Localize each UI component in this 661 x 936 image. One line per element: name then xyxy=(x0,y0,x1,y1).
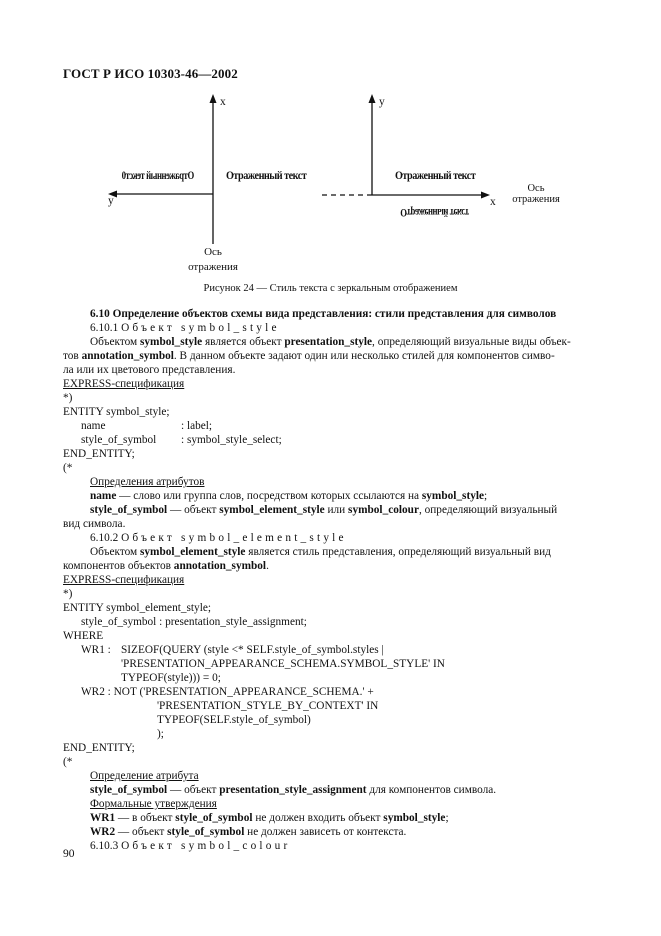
paragraph-line: вид символа. xyxy=(63,518,126,530)
right-flipped-text: Отраженный текст xyxy=(400,206,469,220)
right-vertical-arrow xyxy=(369,94,376,103)
standard-header: ГОСТ Р ИСО 10303-46—2002 xyxy=(63,66,238,81)
page-number: 90 xyxy=(63,848,75,860)
code-line: WR2 : NOT ('PRESENTATION_APPEARANCE_SCHEMA.' + xyxy=(81,686,374,698)
code-line: 'PRESENTATION_STYLE_BY_CONTEXT' IN xyxy=(157,700,379,712)
attribute-definitions-heading: Определения атрибутов xyxy=(90,476,205,488)
code-line: *) xyxy=(63,588,73,600)
left-mirrored-text: Отраженный текст0 xyxy=(122,168,195,182)
code-line: END_ENTITY; xyxy=(63,742,135,754)
paragraph-line: style_of_symbol — объект symbol_element_style или symbol_colour, определяющий визуальный xyxy=(90,504,558,516)
figure-mirrored-text xyxy=(100,92,570,282)
paragraph-line: name — слово или группа слов, посредством которых ссылаются на symbol_style; xyxy=(90,490,488,502)
code-line: (* xyxy=(63,462,73,474)
code-line: (* xyxy=(63,756,73,768)
subsection-6-10-2: 6.10.2 Объект symbol_element_style xyxy=(90,532,347,544)
left-x-axis-label: x xyxy=(220,96,226,108)
paragraph-line: тов annotation_symbol. В данном объекте задают один или несколько стилей для компонентов симво- xyxy=(63,350,555,362)
code-line: WR1 : SIZEOF(QUERY (style <* SELF.style_of_symbol.styles | xyxy=(81,644,384,656)
paragraph-line: style_of_symbol — объект presentation_style_assignment для компонентов символа. xyxy=(90,784,497,796)
right-reflected-text: Отраженный текст xyxy=(395,168,476,182)
code-line: WHERE xyxy=(63,630,104,642)
paragraph-line: ла или их цветового представления. xyxy=(63,364,236,376)
left-reflection-axis-label: Ось отражения xyxy=(188,246,238,273)
left-vertical-arrow xyxy=(210,94,217,103)
code-line: 'PRESENTATION_APPEARANCE_SCHEMA.SYMBOL_STYLE' IN xyxy=(121,658,445,670)
right-horizontal-arrow xyxy=(481,192,490,199)
figure-caption: Рисунок 24 — Стиль текста с зеркальным отображением xyxy=(203,283,458,294)
formal-propositions-heading: Формальные утверждения xyxy=(90,798,217,810)
paragraph-line: Объектом symbol_style является объект presentation_style, определяющий визуальные виды объек- xyxy=(90,336,571,348)
paragraph-line: WR2 — объект style_of_symbol не должен зависеть от контекста. xyxy=(90,826,407,838)
right-x-axis-label: x xyxy=(490,196,496,208)
code-line: style_of_symbol : presentation_style_assignment; xyxy=(81,616,307,628)
subsection-6-10-1: 6.10.1 Объект symbol_style xyxy=(90,322,280,334)
section-heading: 6.10 Определение объектов схемы вида представления: стили представления для символов xyxy=(90,308,557,320)
code-line: name : label; xyxy=(81,420,213,432)
code-line: TYPEOF(style))) = 0; xyxy=(121,672,221,684)
code-line: style_of_symbol : symbol_style_select; xyxy=(81,434,282,446)
paragraph-line: Объектом symbol_element_style является стиль представления, определяющий визуальный вид xyxy=(90,546,551,558)
code-line: ENTITY symbol_element_style; xyxy=(63,602,211,614)
figure-axes xyxy=(100,92,570,282)
paragraph-line: WR1 — в объект style_of_symbol не должен входить объект symbol_style; xyxy=(90,812,449,824)
express-spec-label: EXPRESS-спецификация xyxy=(63,378,185,390)
express-spec-label: EXPRESS-спецификация xyxy=(63,574,185,586)
right-y-axis-label: y xyxy=(379,96,385,108)
left-reflected-text: Отраженный текст xyxy=(226,168,307,182)
right-reflection-axis-label: Ось отражения xyxy=(512,183,560,205)
code-line: ENTITY symbol_style; xyxy=(63,406,170,418)
attribute-definition-heading: Определение атрибута xyxy=(90,770,199,782)
paragraph-line: компонентов объектов annotation_symbol. xyxy=(63,560,269,572)
subsection-6-10-3: 6.10.3 Объект symbol_colour xyxy=(90,840,291,852)
code-line: ); xyxy=(157,728,164,740)
code-line: *) xyxy=(63,392,73,404)
code-line: END_ENTITY; xyxy=(63,448,135,460)
left-y-axis-label: y xyxy=(108,195,114,207)
code-line: TYPEOF(SELF.style_of_symbol) xyxy=(157,714,311,726)
